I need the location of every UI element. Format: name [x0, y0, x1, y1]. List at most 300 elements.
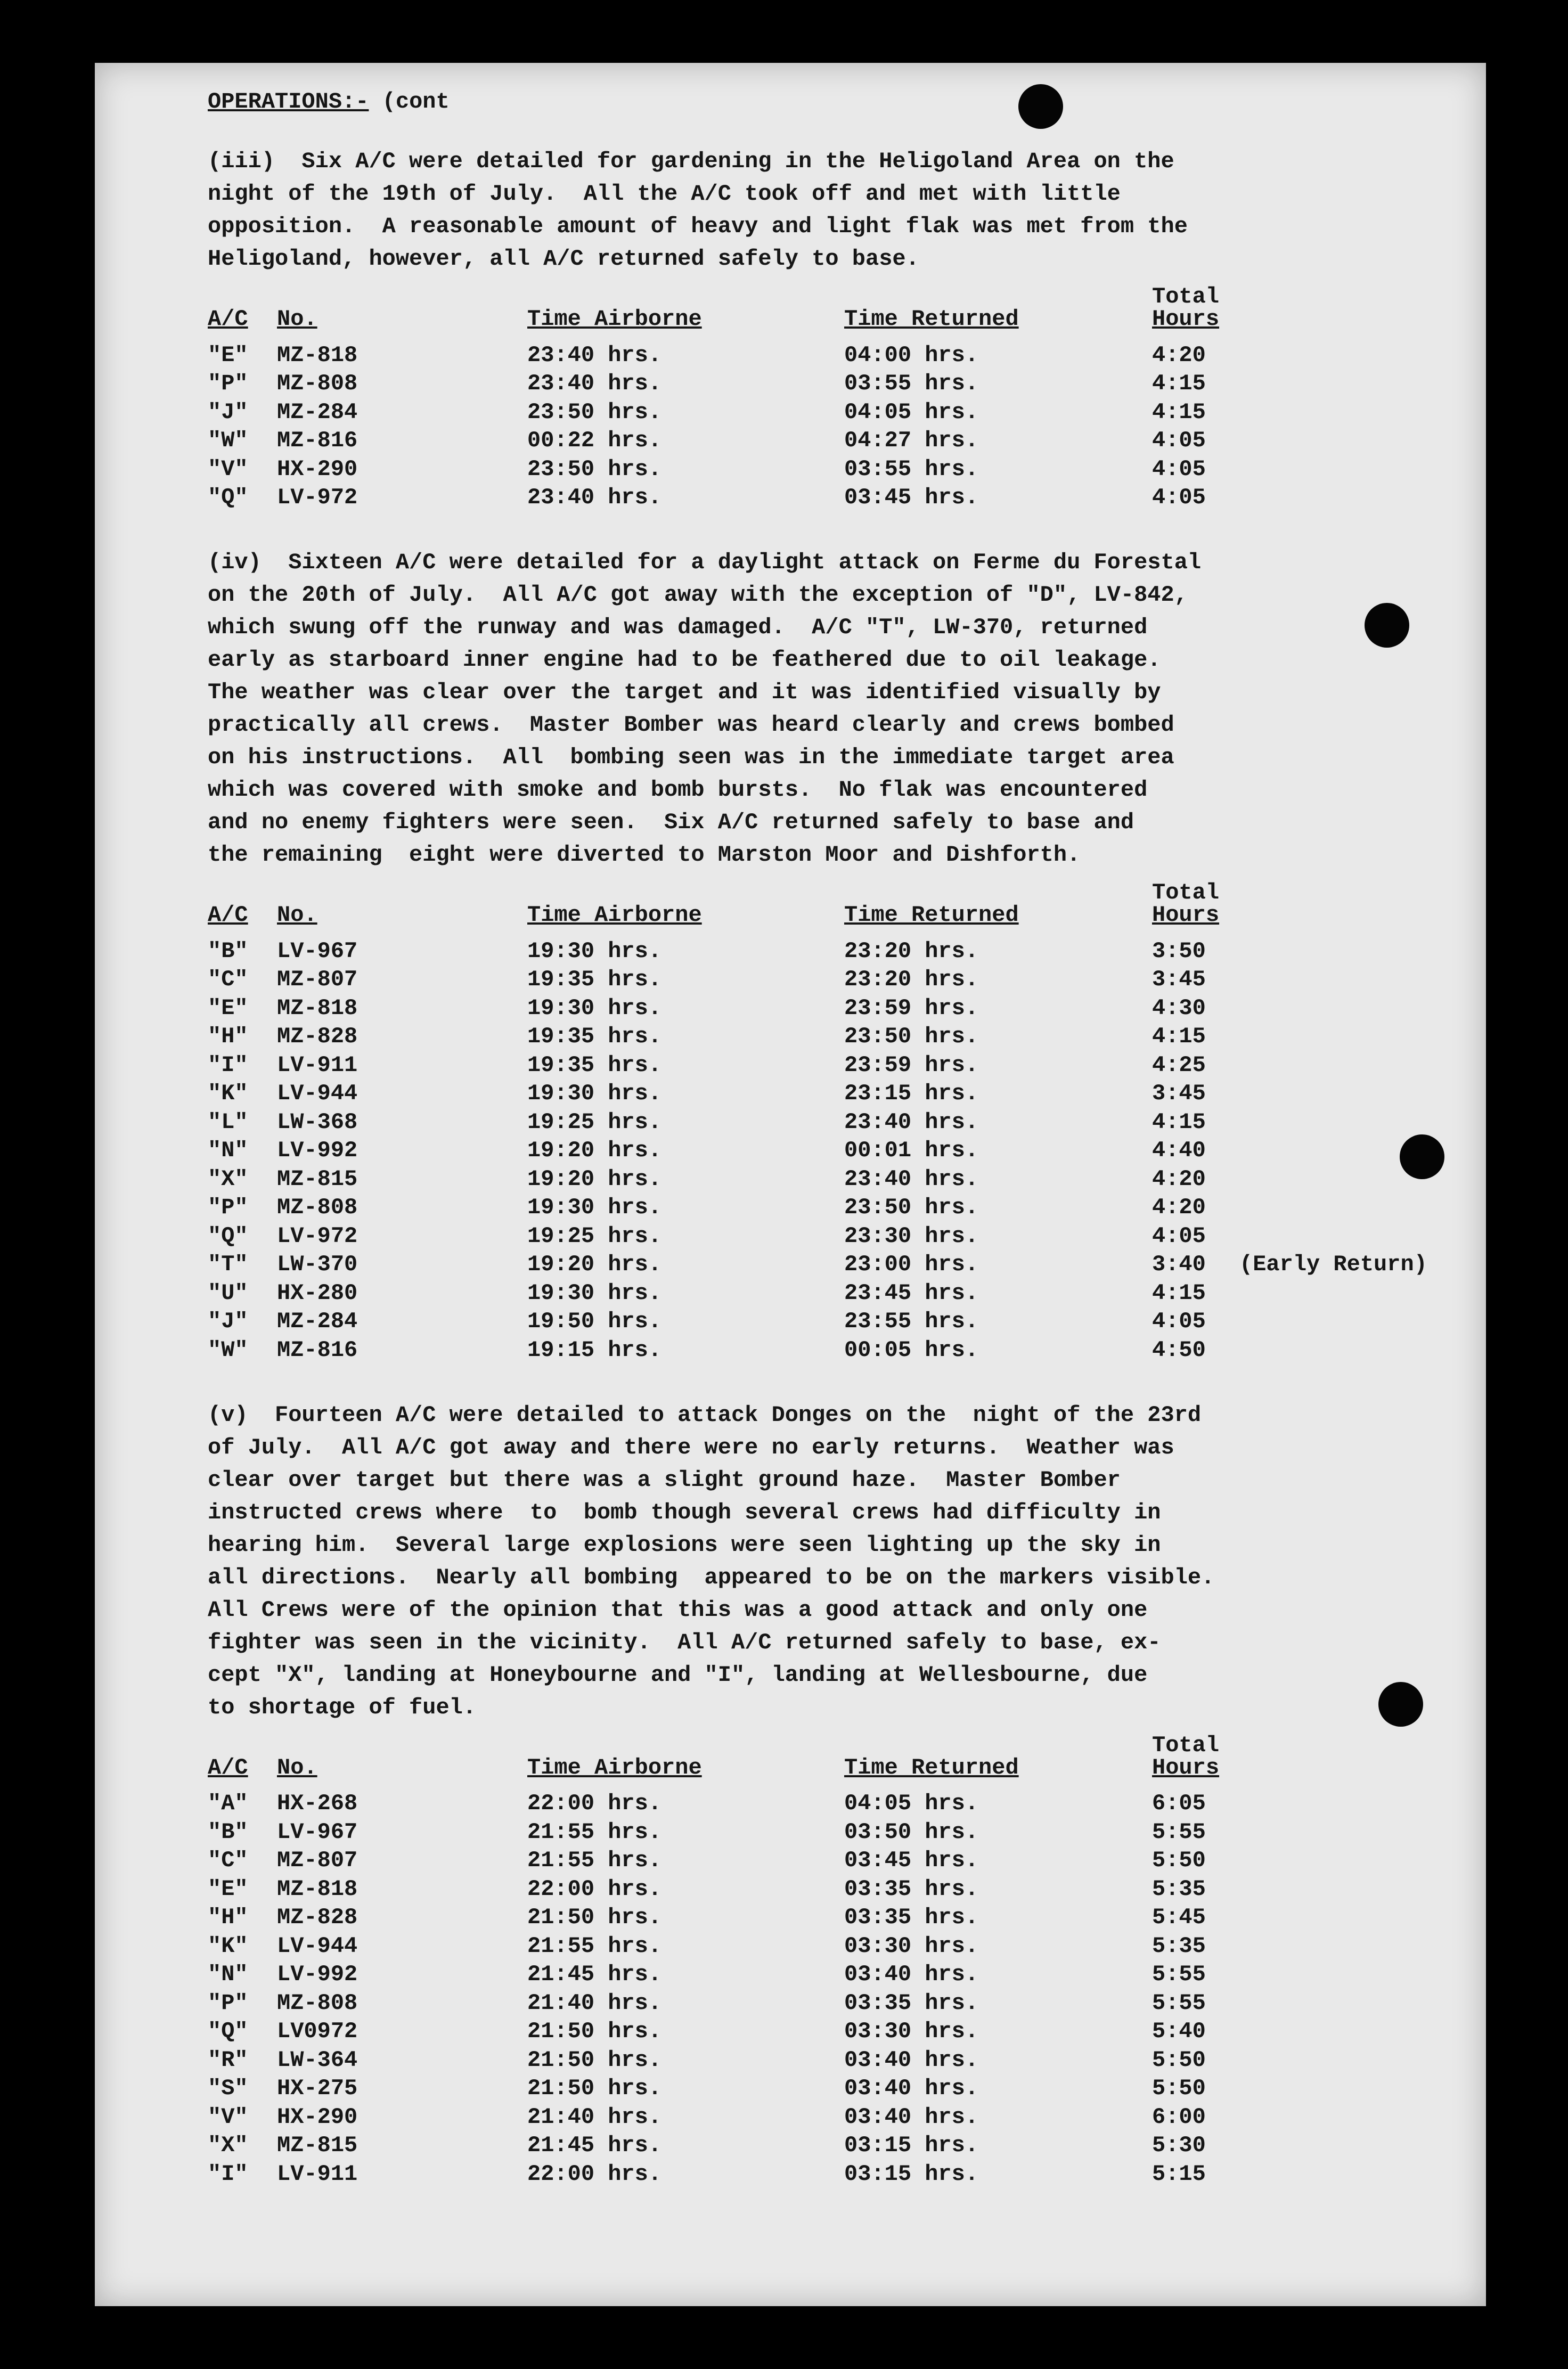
table-row	[208, 1336, 1427, 1365]
cell-time-returned: 23:20 hrs.	[844, 938, 979, 964]
sections-container	[208, 150, 1438, 2188]
cell-ac: "B"	[208, 1819, 248, 1845]
cell-note	[1232, 484, 1239, 512]
cell-time-returned: 23:00 hrs.	[844, 1252, 979, 1278]
cell-ac: "S"	[208, 2076, 248, 2102]
cell-total-hours: 3:45	[1152, 967, 1206, 993]
cell-total-hours: 4:20	[1152, 342, 1206, 368]
paragraph-line: practically all crews. Master Bomber was heard clearly and crews bombed	[208, 712, 1174, 738]
col-no: No.	[277, 1754, 317, 1780]
table-row	[208, 398, 1239, 427]
col-total: Hours	[1152, 902, 1220, 928]
cell-total-hours: 6:00	[1152, 2104, 1206, 2130]
cell-note	[1232, 1790, 1239, 1818]
cell-aircraft-no: LV-992	[277, 1962, 358, 1988]
table-row	[208, 1875, 1239, 1904]
cell-note	[1232, 2017, 1239, 2046]
table-row	[208, 1847, 1239, 1875]
cell-time-returned: 03:30 hrs.	[844, 2019, 979, 2045]
cell-note	[1232, 937, 1427, 966]
section-iii	[208, 150, 1438, 512]
cell-ac: "V"	[208, 456, 248, 482]
paragraph-line: Heligoland, however, all A/C returned safely to base.	[208, 246, 919, 272]
cell-time-airborne: 22:00 hrs.	[527, 1876, 662, 1902]
table-row	[208, 966, 1427, 994]
cell-aircraft-no: LV-911	[277, 2161, 358, 2187]
col-ac: A/C	[208, 902, 248, 928]
cell-ac: "I"	[208, 1052, 248, 1078]
cell-aircraft-no: MZ-818	[277, 1876, 358, 1902]
cell-note	[1232, 370, 1239, 398]
paragraph-line: to shortage of fuel.	[208, 1694, 477, 1720]
cell-ac: "B"	[208, 938, 248, 964]
col-no: No.	[277, 902, 317, 928]
cell-ac: "K"	[208, 1081, 248, 1107]
table-row	[208, 484, 1239, 512]
col-total: Hours	[1152, 1754, 1220, 1780]
cell-total-hours: 5:35	[1152, 1933, 1206, 1959]
cell-time-returned: 03:50 hrs.	[844, 1819, 979, 1845]
table-row	[208, 937, 1427, 966]
table-row	[208, 1137, 1427, 1165]
cell-ac: "E"	[208, 995, 248, 1021]
cell-time-returned: 03:15 hrs.	[844, 2133, 979, 2159]
paragraph-line: instructed crews where to bomb though several crews had difficulty in	[208, 1499, 1161, 1525]
cell-time-returned: 03:35 hrs.	[844, 1905, 979, 1931]
paragraph-line: hearing him. Several large explosions were seen lighting up the sky in	[208, 1532, 1161, 1558]
cell-ac: "P"	[208, 371, 248, 397]
cell-note	[1232, 1023, 1427, 1051]
cell-total-hours: 5:40	[1152, 2019, 1206, 2045]
cell-ac: "J"	[208, 399, 248, 425]
cell-note	[1232, 427, 1239, 455]
cell-note	[1232, 1875, 1239, 1904]
cell-total-hours: 5:50	[1152, 2076, 1206, 2102]
table-row	[208, 2103, 1239, 2131]
table-row	[208, 1194, 1427, 1222]
table-row	[208, 2131, 1239, 2160]
cell-time-airborne: 21:40 hrs.	[527, 1990, 662, 2016]
table-row	[208, 1080, 1427, 1108]
table-row	[208, 1251, 1427, 1279]
table-row	[208, 1818, 1239, 1847]
paragraph-line: (iii) Six A/C were detailed for gardening in the Heligoland Area on the	[208, 149, 1174, 174]
cell-time-returned: 03:35 hrs.	[844, 1990, 979, 2016]
cell-time-airborne: 23:50 hrs.	[527, 399, 662, 425]
cell-note	[1232, 455, 1239, 484]
cell-aircraft-no: LV-972	[277, 1223, 358, 1249]
cell-aircraft-no: MZ-284	[277, 1309, 358, 1335]
cell-total-hours: 5:30	[1152, 2133, 1206, 2159]
paragraph-line: cept "X", landing at Honeybourne and "I", landing at Wellesbourne, due	[208, 1662, 1148, 1688]
cell-aircraft-no: MZ-808	[277, 1990, 358, 2016]
cell-note	[1232, 1080, 1427, 1108]
section-paragraph	[208, 150, 1438, 280]
cell-note	[1232, 1222, 1427, 1251]
cell-note	[1232, 1960, 1239, 1989]
paragraph-line: All Crews were of the opinion that this was a good attack and only one	[208, 1597, 1148, 1623]
cell-time-returned: 23:55 hrs.	[844, 1309, 979, 1335]
cell-aircraft-no: LV-967	[277, 938, 358, 964]
cell-total-hours: 3:45	[1152, 1081, 1206, 1107]
table-row	[208, 2017, 1239, 2046]
table-row	[208, 1051, 1427, 1080]
cell-time-airborne: 19:30 hrs.	[527, 1081, 662, 1107]
paragraph-line: which was covered with smoke and bomb bursts. No flak was encountered	[208, 777, 1148, 803]
cell-time-airborne: 19:30 hrs.	[527, 1280, 662, 1306]
operations-record	[208, 91, 1438, 2188]
cell-ac: "X"	[208, 2133, 248, 2159]
cell-time-airborne: 19:20 hrs.	[527, 1252, 662, 1278]
col-airborne: Time Airborne	[527, 306, 702, 332]
cell-ac: "J"	[208, 1309, 248, 1335]
cell-ac: "P"	[208, 1195, 248, 1221]
cell-ac: "E"	[208, 342, 248, 368]
cell-total-hours: 5:45	[1152, 1905, 1206, 1931]
cell-total-hours: 4:15	[1152, 1024, 1206, 1050]
cell-ac: "Q"	[208, 1223, 248, 1249]
cell-time-airborne: 21:40 hrs.	[527, 2104, 662, 2130]
cell-time-airborne: 23:40 hrs.	[527, 485, 662, 511]
cell-note	[1232, 2103, 1239, 2131]
table-row	[208, 1222, 1427, 1251]
cell-total-hours: 4:05	[1152, 485, 1206, 511]
section-v	[208, 1365, 1438, 2188]
table-row	[208, 2074, 1239, 2103]
paragraph-line: The weather was clear over the target and it was identified visually by	[208, 680, 1161, 705]
cell-ac: "U"	[208, 1280, 248, 1306]
cell-time-airborne: 21:50 hrs.	[527, 2019, 662, 2045]
col-ac: A/C	[208, 1754, 248, 1780]
cell-time-returned: 23:50 hrs.	[844, 1024, 979, 1050]
cell-time-airborne: 19:30 hrs.	[527, 938, 662, 964]
cell-aircraft-no: LV-911	[277, 1052, 358, 1078]
cell-ac: "C"	[208, 1848, 248, 1874]
cell-ac: "I"	[208, 2161, 248, 2187]
cell-total-hours: 5:55	[1152, 1990, 1206, 2016]
cell-total-hours: 5:35	[1152, 1876, 1206, 1902]
table-row	[208, 1279, 1427, 1308]
cell-time-airborne: 19:20 hrs.	[527, 1166, 662, 1192]
cell-time-returned: 23:59 hrs.	[844, 995, 979, 1021]
paragraph-line: (v) Fourteen A/C were detailed to attack Donges on the night of the 23rd	[208, 1402, 1202, 1428]
cell-time-returned: 23:40 hrs.	[844, 1166, 979, 1192]
table-row	[208, 1904, 1239, 1932]
cell-ac: "P"	[208, 1990, 248, 2016]
cell-total-hours: 4:15	[1152, 371, 1206, 397]
cell-total-hours: 5:50	[1152, 1848, 1206, 1874]
cell-time-returned: 03:45 hrs.	[844, 1848, 979, 1874]
table-row	[208, 1308, 1427, 1336]
cell-time-returned: 03:40 hrs.	[844, 2104, 979, 2130]
table-row	[208, 1932, 1239, 1960]
cell-time-airborne: 21:55 hrs.	[527, 1933, 662, 1959]
flight-table	[208, 1732, 1239, 2188]
table-row	[208, 2046, 1239, 2074]
table-row	[208, 1989, 1239, 2017]
cell-time-airborne: 00:22 hrs.	[527, 428, 662, 454]
paragraph-line: the remaining eight were diverted to Marston Moor and Dishforth.	[208, 842, 1081, 868]
cell-aircraft-no: LV-967	[277, 1819, 358, 1845]
col-total: Hours	[1152, 306, 1220, 332]
cell-time-returned: 23:45 hrs.	[844, 1280, 979, 1306]
cell-time-returned: 03:40 hrs.	[844, 2076, 979, 2102]
cell-time-returned: 00:01 hrs.	[844, 1138, 979, 1164]
cell-note	[1232, 2160, 1239, 2188]
cell-time-airborne: 19:30 hrs.	[527, 995, 662, 1021]
cell-aircraft-no: MZ-816	[277, 1337, 358, 1363]
cell-aircraft-no: MZ-818	[277, 995, 358, 1021]
cell-time-returned: 23:50 hrs.	[844, 1195, 979, 1221]
cell-ac: "N"	[208, 1962, 248, 1988]
cell-total-hours: 4:20	[1152, 1166, 1206, 1192]
cell-time-airborne: 21:45 hrs.	[527, 1962, 662, 1988]
col-no: No.	[277, 306, 317, 332]
table-row	[208, 1960, 1239, 1989]
cell-ac: "K"	[208, 1933, 248, 1959]
cell-ac: "R"	[208, 2047, 248, 2073]
cell-time-returned: 23:59 hrs.	[844, 1052, 979, 1078]
cell-ac: "H"	[208, 1905, 248, 1931]
cell-total-hours: 6:05	[1152, 1791, 1206, 1817]
cell-aircraft-no: LW-370	[277, 1252, 358, 1278]
cell-aircraft-no: MZ-808	[277, 1195, 358, 1221]
cell-total-hours: 3:40	[1152, 1252, 1206, 1278]
cell-total-hours: 4:15	[1152, 399, 1206, 425]
cell-note	[1232, 994, 1427, 1023]
cell-aircraft-no: HX-290	[277, 2104, 358, 2130]
cell-time-airborne: 23:50 hrs.	[527, 456, 662, 482]
cell-total-hours: 4:40	[1152, 1138, 1206, 1164]
cell-note	[1232, 1989, 1239, 2017]
cell-total-hours: 4:05	[1152, 1309, 1206, 1335]
cell-time-returned: 04:05 hrs.	[844, 1791, 979, 1817]
section-paragraph	[208, 551, 1438, 876]
table-row	[208, 455, 1239, 484]
col-returned: Time Returned	[844, 1754, 1019, 1780]
flight-table	[208, 879, 1427, 1365]
cell-time-returned: 00:05 hrs.	[844, 1337, 979, 1363]
cell-time-airborne: 19:35 hrs.	[527, 1024, 662, 1050]
cell-ac: "N"	[208, 1138, 248, 1164]
cell-aircraft-no: HX-268	[277, 1791, 358, 1817]
cell-total-hours: 5:50	[1152, 2047, 1206, 2073]
cell-time-airborne: 19:50 hrs.	[527, 1309, 662, 1335]
cell-ac: "C"	[208, 967, 248, 993]
cell-time-returned: 04:05 hrs.	[844, 399, 979, 425]
cell-time-airborne: 21:50 hrs.	[527, 1905, 662, 1931]
cell-ac: "Q"	[208, 485, 248, 511]
col-airborne: Time Airborne	[527, 902, 702, 928]
cell-time-airborne: 19:30 hrs.	[527, 1195, 662, 1221]
cell-time-airborne: 23:40 hrs.	[527, 342, 662, 368]
col-airborne: Time Airborne	[527, 1754, 702, 1780]
cell-ac: "X"	[208, 1166, 248, 1192]
cell-note	[1232, 2131, 1239, 2160]
cell-time-returned: 03:35 hrs.	[844, 1876, 979, 1902]
cell-ac: "E"	[208, 1876, 248, 1902]
cell-time-returned: 03:40 hrs.	[844, 1962, 979, 1988]
cell-time-airborne: 19:25 hrs.	[527, 1109, 662, 1135]
heading-title: OPERATIONS:-	[208, 89, 369, 115]
cell-ac: "A"	[208, 1791, 248, 1817]
cell-aircraft-no: MZ-807	[277, 967, 358, 993]
paragraph-line: on the 20th of July. All A/C got away with the exception of "D", LV-842,	[208, 582, 1188, 608]
cell-total-hours: 4:25	[1152, 1052, 1206, 1078]
cell-note	[1232, 1137, 1427, 1165]
paragraph-line: opposition. A reasonable amount of heavy and light flak was met from the	[208, 214, 1188, 239]
cell-note	[1232, 1336, 1427, 1365]
cell-time-returned: 03:30 hrs.	[844, 1933, 979, 1959]
cell-ac: "H"	[208, 1024, 248, 1050]
cell-aircraft-no: HX-290	[277, 456, 358, 482]
table-row	[208, 994, 1427, 1023]
cell-note	[1232, 1847, 1239, 1875]
page-heading	[208, 91, 1438, 132]
table-row	[208, 1023, 1427, 1051]
cell-time-returned: 04:00 hrs.	[844, 342, 979, 368]
paragraph-line: night of the 19th of July. All the A/C took off and met with little	[208, 181, 1121, 207]
cell-time-airborne: 23:40 hrs.	[527, 371, 662, 397]
col-returned: Time Returned	[844, 306, 1019, 332]
cell-ac: "L"	[208, 1109, 248, 1135]
cell-time-airborne: 19:35 hrs.	[527, 1052, 662, 1078]
heading-continued: (cont	[382, 89, 450, 115]
cell-time-returned: 23:15 hrs.	[844, 1081, 979, 1107]
cell-total-hours: 5:15	[1152, 2161, 1206, 2187]
cell-aircraft-no: MZ-807	[277, 1848, 358, 1874]
cell-ac: "W"	[208, 1337, 248, 1363]
cell-total-hours: 4:20	[1152, 1195, 1206, 1221]
cell-aircraft-no: MZ-828	[277, 1024, 358, 1050]
cell-total-hours: 4:05	[1152, 456, 1206, 482]
cell-total-hours: 3:50	[1152, 938, 1206, 964]
cell-time-returned: 04:27 hrs.	[844, 428, 979, 454]
flight-table	[208, 283, 1239, 512]
cell-total-hours: 4:15	[1152, 1109, 1206, 1135]
col-total-top: Total	[1152, 284, 1220, 309]
cell-aircraft-no: LV-944	[277, 1081, 358, 1107]
table-row	[208, 2160, 1239, 2188]
table-row	[208, 1165, 1427, 1194]
cell-time-airborne: 21:50 hrs.	[527, 2076, 662, 2102]
cell-aircraft-no: LV-972	[277, 485, 358, 511]
cell-note	[1232, 1308, 1427, 1336]
cell-note	[1232, 1818, 1239, 1847]
cell-total-hours: 4:05	[1152, 1223, 1206, 1249]
table-row	[208, 1108, 1427, 1137]
paragraph-line: (iv) Sixteen A/C were detailed for a daylight attack on Ferme du Forestal	[208, 550, 1202, 575]
cell-aircraft-no: MZ-815	[277, 1166, 358, 1192]
cell-time-airborne: 22:00 hrs.	[527, 2161, 662, 2187]
cell-aircraft-no: LW-364	[277, 2047, 358, 2073]
cell-total-hours: 4:05	[1152, 428, 1206, 454]
cell-aircraft-no: MZ-818	[277, 342, 358, 368]
cell-aircraft-no: LV-944	[277, 1933, 358, 1959]
cell-ac: "Q"	[208, 2019, 248, 2045]
cell-time-returned: 03:45 hrs.	[844, 485, 979, 511]
table-row	[208, 341, 1239, 370]
cell-note	[1232, 1932, 1239, 1960]
cell-aircraft-no: MZ-815	[277, 2133, 358, 2159]
cell-aircraft-no: MZ-816	[277, 428, 358, 454]
cell-aircraft-no: LV0972	[277, 2019, 358, 2045]
cell-note	[1232, 1904, 1239, 1932]
col-ac: A/C	[208, 306, 248, 332]
paragraph-line: which swung off the runway and was damaged. A/C "T", LW-370, returned	[208, 615, 1148, 640]
cell-aircraft-no: LW-368	[277, 1109, 358, 1135]
cell-aircraft-no: MZ-808	[277, 371, 358, 397]
col-total-top: Total	[1152, 880, 1220, 905]
cell-note	[1232, 1279, 1427, 1308]
cell-note	[1232, 2074, 1239, 2103]
cell-ac: "T"	[208, 1252, 248, 1278]
cell-note	[1232, 1108, 1427, 1137]
paragraph-line: of July. All A/C got away and there were no early returns. Weather was	[208, 1434, 1174, 1460]
paragraph-line: clear over target but there was a slight ground haze. Master Bomber	[208, 1467, 1121, 1493]
cell-note	[1232, 398, 1239, 427]
section-paragraph	[208, 1404, 1438, 1729]
cell-note	[1232, 1165, 1427, 1194]
table-row	[208, 370, 1239, 398]
cell-ac: "W"	[208, 428, 248, 454]
cell-ac: "V"	[208, 2104, 248, 2130]
paragraph-line: all directions. Nearly all bombing appeared to be on the markers visible.	[208, 1564, 1215, 1590]
cell-note	[1232, 2046, 1239, 2074]
cell-total-hours: 5:55	[1152, 1962, 1206, 1988]
col-total-top: Total	[1152, 1732, 1220, 1758]
cell-aircraft-no: HX-275	[277, 2076, 358, 2102]
cell-aircraft-no: MZ-828	[277, 1905, 358, 1931]
cell-time-returned: 03:40 hrs.	[844, 2047, 979, 2073]
cell-time-returned: 03:55 hrs.	[844, 371, 979, 397]
cell-time-returned: 23:40 hrs.	[844, 1109, 979, 1135]
cell-time-airborne: 19:35 hrs.	[527, 967, 662, 993]
cell-time-returned: 23:20 hrs.	[844, 967, 979, 993]
cell-time-airborne: 22:00 hrs.	[527, 1791, 662, 1817]
paragraph-line: on his instructions. All bombing seen was in the immediate target area	[208, 745, 1174, 770]
paragraph-line: fighter was seen in the vicinity. All A/C returned safely to base, ex-	[208, 1629, 1161, 1655]
cell-aircraft-no: MZ-284	[277, 399, 358, 425]
cell-time-returned: 03:55 hrs.	[844, 456, 979, 482]
paragraph-line: and no enemy fighters were seen. Six A/C returned safely to base and	[208, 810, 1134, 835]
cell-total-hours: 4:50	[1152, 1337, 1206, 1363]
cell-time-airborne: 19:20 hrs.	[527, 1138, 662, 1164]
col-returned: Time Returned	[844, 902, 1019, 928]
cell-time-returned: 23:30 hrs.	[844, 1223, 979, 1249]
cell-total-hours: 4:30	[1152, 995, 1206, 1021]
cell-total-hours: 4:15	[1152, 1280, 1206, 1306]
cell-aircraft-no: LV-992	[277, 1138, 358, 1164]
cell-note: (Early Return)	[1239, 1252, 1427, 1278]
cell-time-airborne: 21:55 hrs.	[527, 1848, 662, 1874]
cell-time-airborne: 19:25 hrs.	[527, 1223, 662, 1249]
paragraph-line: early as starboard inner engine had to be feathered due to oil leakage.	[208, 647, 1161, 673]
table-row	[208, 427, 1239, 455]
cell-note	[1232, 1194, 1427, 1222]
cell-note	[1232, 1051, 1427, 1080]
cell-time-returned: 03:15 hrs.	[844, 2161, 979, 2187]
cell-time-airborne: 19:15 hrs.	[527, 1337, 662, 1363]
cell-aircraft-no: HX-280	[277, 1280, 358, 1306]
table-row	[208, 1790, 1239, 1818]
section-iv	[208, 512, 1438, 1365]
cell-note	[1232, 341, 1239, 370]
cell-note	[1232, 966, 1427, 994]
cell-total-hours: 5:55	[1152, 1819, 1206, 1845]
cell-time-airborne: 21:45 hrs.	[527, 2133, 662, 2159]
cell-time-airborne: 21:55 hrs.	[527, 1819, 662, 1845]
